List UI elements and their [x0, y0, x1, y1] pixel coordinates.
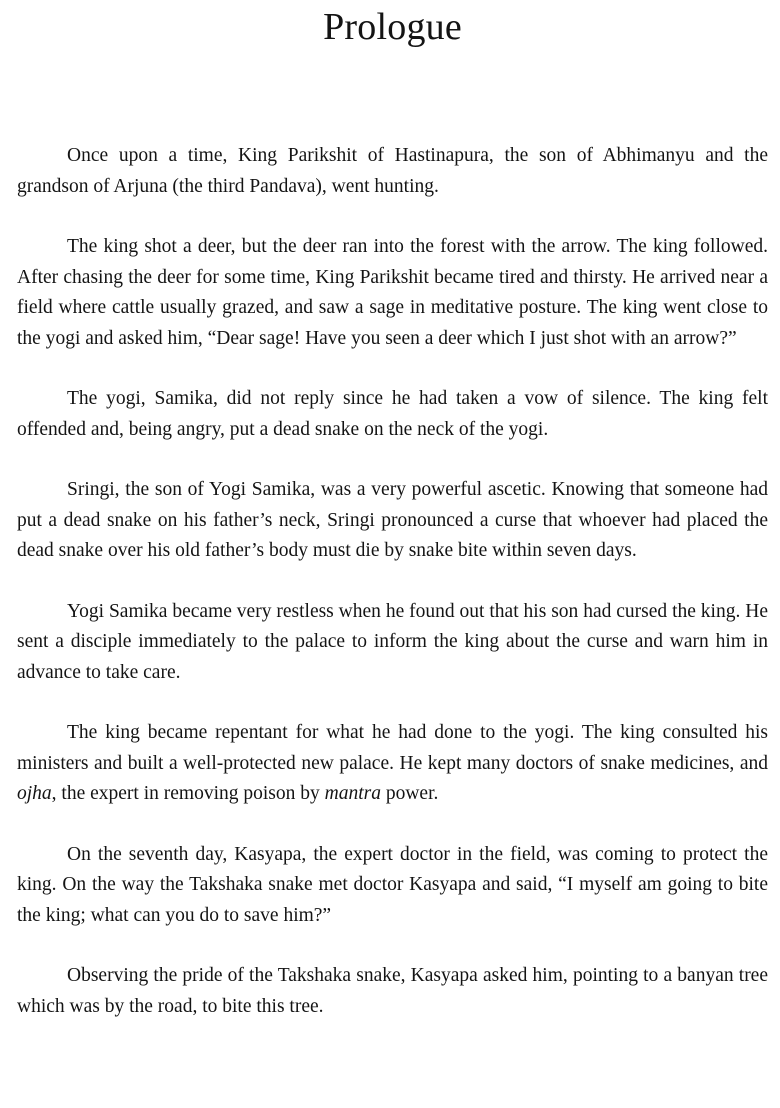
paragraph-8: Observing the pride of the Takshaka snake, Kasyapa asked him, pointing to a banyan tree which was by the road, to bite this tree.: [17, 965, 768, 1017]
page-title: Prologue: [323, 6, 462, 48]
paragraph-6-italic-mantra: mantra: [324, 783, 381, 804]
paragraph-6-part-2: , the expert in removing poison by: [51, 783, 325, 804]
paragraph-6-part-3: power.: [380, 783, 439, 804]
paragraph-6: [17, 718, 768, 810]
paragraph-5: Yogi Samika became very restless when he found out that his son had cursed the king. He sent a disciple immediately to the palace to inform the king about the curse and warn him in advance to take care.: [17, 600, 768, 683]
paragraph-7: On the seventh day, Kasyapa, the expert doctor in the field, was coming to protect the king. On the way the Takshaka snake met doctor Kasyapa and said, “I myself am going to bite the king; what can you do to save him?”: [17, 843, 768, 926]
paragraph-4: Sringi, the son of Yogi Samika, was a very powerful ascetic. Knowing that someone had put a dead snake on his father’s neck, Sringi pronounced a curse that whoever had placed the dead snake over his old father’s body must die by snake bite within seven days.: [17, 479, 768, 561]
paragraph-6-part-1: The king became repentant for what he had done to the yogi. The king consulted his ministers and built a well-protected new palace. He kept many doctors of snake medicines, and: [17, 722, 768, 774]
body-text: [17, 141, 768, 1052]
paragraph-3: The yogi, Samika, did not reply since he had taken a vow of silence. The king felt offended and, being angry, put a dead snake on the neck of the yogi.: [17, 388, 768, 440]
paragraph-1: Once upon a time, King Parikshit of Hastinapura, the son of Abhimanyu and the grandson of Arjuna (the third Pandava), went hunting.: [17, 145, 768, 197]
paragraph-2: The king shot a deer, but the deer ran into the forest with the arrow. The king followed. After chasing the deer for some time, King Parikshit became tired and thirsty. He arrived near a field where cattle usually grazed, and saw a sage in meditative posture. The king went close to the yogi and asked him, “Dear sage! Have you seen a deer which I just shot with an arrow?”: [17, 236, 768, 349]
paragraph-6-italic-ojha: ojha: [17, 783, 52, 804]
